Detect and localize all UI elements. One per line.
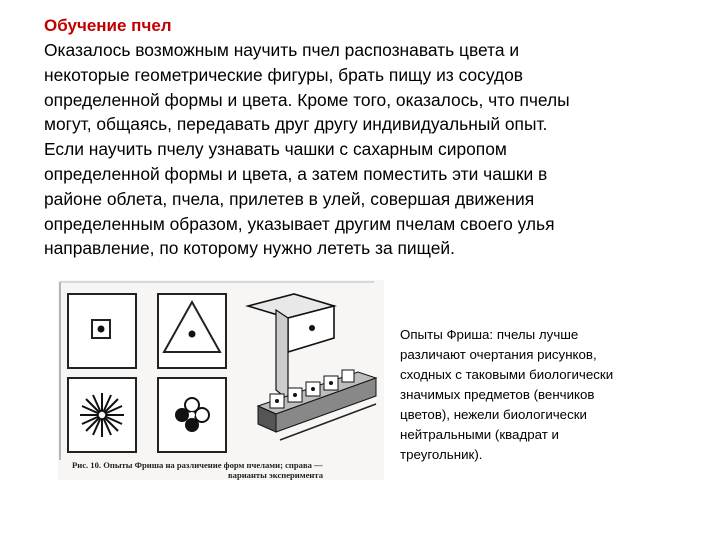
side-caption-line: значимых предметов (венчиков (400, 387, 595, 402)
card-triangle-icon (158, 294, 226, 368)
slide-title: Обучение пчел (44, 16, 172, 35)
side-caption-line: нейтральными (квадрат и (400, 427, 559, 442)
paragraph-line: некоторые геометрические фигуры, брать пищу из сосудов (44, 64, 524, 85)
figure-caption-line-2: варианты эксперимента (228, 470, 324, 480)
figure-illustration (58, 280, 384, 480)
card-square-icon (68, 294, 136, 368)
paragraph-line: Если научить пчелу узнавать чашки с сахарным сиропом (44, 139, 507, 160)
side-caption-line: различают очертания рисунков, (400, 347, 597, 362)
paragraph-line: определенной формы и цвета. Кроме того, оказалось, что пчелы (44, 89, 570, 110)
card-petal-flower-icon (158, 378, 226, 452)
body-paragraph (44, 38, 684, 261)
paragraph-line: районе облета, пчела, прилетев в улей, совершая движения (44, 188, 535, 209)
figure-caption-line-1: Рис. 10. Опыты Фриша на различение форм пчелами; справа — (72, 460, 323, 470)
side-caption-line: сходных с таковыми биологически (400, 367, 614, 382)
paragraph-line: Оказалось возможным научить пчел распознавать цвета и (44, 40, 520, 60)
paragraph-line: направление, по которому нужно лететь за пищей. (44, 238, 455, 259)
paragraph-line: определенной формы и цвета, а затем поместить эти чашки в (44, 163, 548, 184)
side-caption (400, 325, 700, 465)
side-caption-line: цветов), нежели биологически (400, 407, 587, 422)
paragraph-line: определенным образом, указывает другим пчелам своего улья (44, 213, 555, 234)
frisch-experiment-figure (58, 280, 384, 480)
side-caption-line: Опыты Фриша: пчелы лучше (400, 327, 579, 342)
card-star-flower-icon (68, 378, 136, 452)
paragraph-line: могут, общаясь, передавать друг другу индивидуальный опыт. (44, 114, 548, 135)
side-caption-line: треугольник). (400, 447, 483, 462)
